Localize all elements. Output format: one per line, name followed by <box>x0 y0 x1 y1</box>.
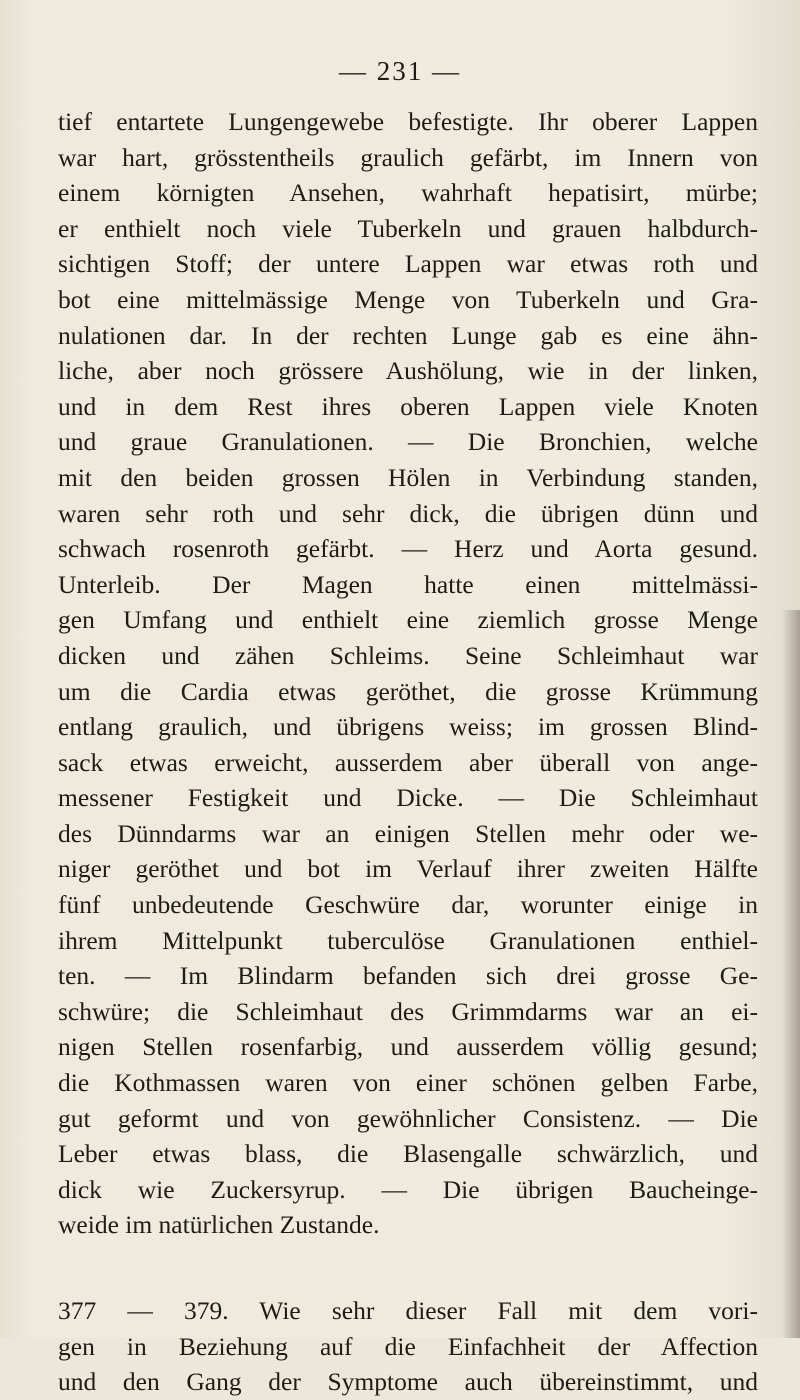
text-line: schwüre; die Schleimhaut des Grimmdarms war an ei- <box>58 996 758 1026</box>
text-line: bot eine mittelmässige Menge von Tuberkeln und Gra- <box>58 284 758 314</box>
text-line: einem körnigten Ansehen, wahrhaft hepatisirt, mürbe; <box>58 178 758 208</box>
text-line: dick wie Zuckersyrup. — Die übrigen Baucheinge- <box>58 1174 758 1204</box>
body-text <box>58 104 758 1400</box>
text-line: weide im natürlichen Zustande. <box>58 1210 380 1240</box>
text-line: 377 — 379. Wie sehr dieser Fall mit dem vori- <box>58 1296 758 1325</box>
text-line: fünf unbedeutende Geschwüre dar, worunter einige in <box>58 890 758 920</box>
text-line: liche, aber noch grössere Aushölung, wie in der linken, <box>58 356 758 386</box>
text-line: Leber etwas blass, die Blasengalle schwärzlich, und <box>58 1139 758 1169</box>
text-line: gen in Beziehung auf die Einfachheit der Affection <box>58 1331 758 1361</box>
text-line: mit den beiden grossen Hölen in Verbindung standen, <box>58 462 758 492</box>
text-line: entlang graulich, und übrigens weiss; im grossen Blind- <box>58 712 758 742</box>
page-number-header: — 231 — <box>339 56 461 86</box>
paragraph-gap <box>58 1243 758 1293</box>
text-line: dicken und zähen Schleims. Seine Schleimhaut war <box>58 640 758 670</box>
text-line: sack etwas erweicht, ausserdem aber überall von ange- <box>58 747 758 777</box>
text-line: die Kothmassen waren von einer schönen gelben Farbe, <box>58 1068 758 1098</box>
text-line: schwach rosenroth gefärbt. — Herz und Aorta gesund. <box>58 534 758 564</box>
text-line: und den Gang der Symptome auch übereinstimmt, und <box>58 1367 758 1397</box>
text-line: sichtigen Stoff; der untere Lappen war etwas roth und <box>58 249 758 279</box>
text-line: um die Cardia etwas geröthet, die grosse Krümmung <box>58 676 758 706</box>
text-line: tief entartete Lungengewebe befestigte. Ihr oberer Lappen <box>58 107 758 136</box>
text-line: ihrem Mittelpunkt tuberculöse Granulationen enthiel- <box>58 925 758 955</box>
text-line: und graue Granulationen. — Die Bronchien, welche <box>58 427 758 457</box>
text-line: und in dem Rest ihres oberen Lappen viele Knoten <box>58 391 758 421</box>
text-line: ten. — Im Blindarm befanden sich drei grosse Ge- <box>58 961 758 991</box>
text-line: niger geröthet und bot im Verlauf ihrer zweiten Hälfte <box>58 854 758 884</box>
text-line: gut geformt und von gewöhnlicher Consistenz. — Die <box>58 1103 758 1133</box>
text-line: des Dünndarms war an einigen Stellen mehr oder we- <box>58 818 758 848</box>
text-line: nulationen dar. In der rechten Lunge gab es eine ähn- <box>58 320 758 350</box>
text-line: Unterleib. Der Magen hatte einen mittelmässi- <box>58 569 758 599</box>
page-edge-shadow <box>782 610 800 1338</box>
text-line: war hart, grösstentheils graulich gefärbt, im Innern von <box>58 142 758 172</box>
text-line: waren sehr roth und sehr dick, die übrigen dünn und <box>58 498 758 528</box>
text-line: er enthielt noch viele Tuberkeln und grauen halbdurch- <box>58 213 758 243</box>
text-line: gen Umfang und enthielt eine ziemlich grosse Menge <box>58 605 758 635</box>
text-line: nigen Stellen rosenfarbig, und ausserdem völlig gesund; <box>58 1032 758 1062</box>
text-line: messener Festigkeit und Dicke. — Die Schleimhaut <box>58 783 758 813</box>
